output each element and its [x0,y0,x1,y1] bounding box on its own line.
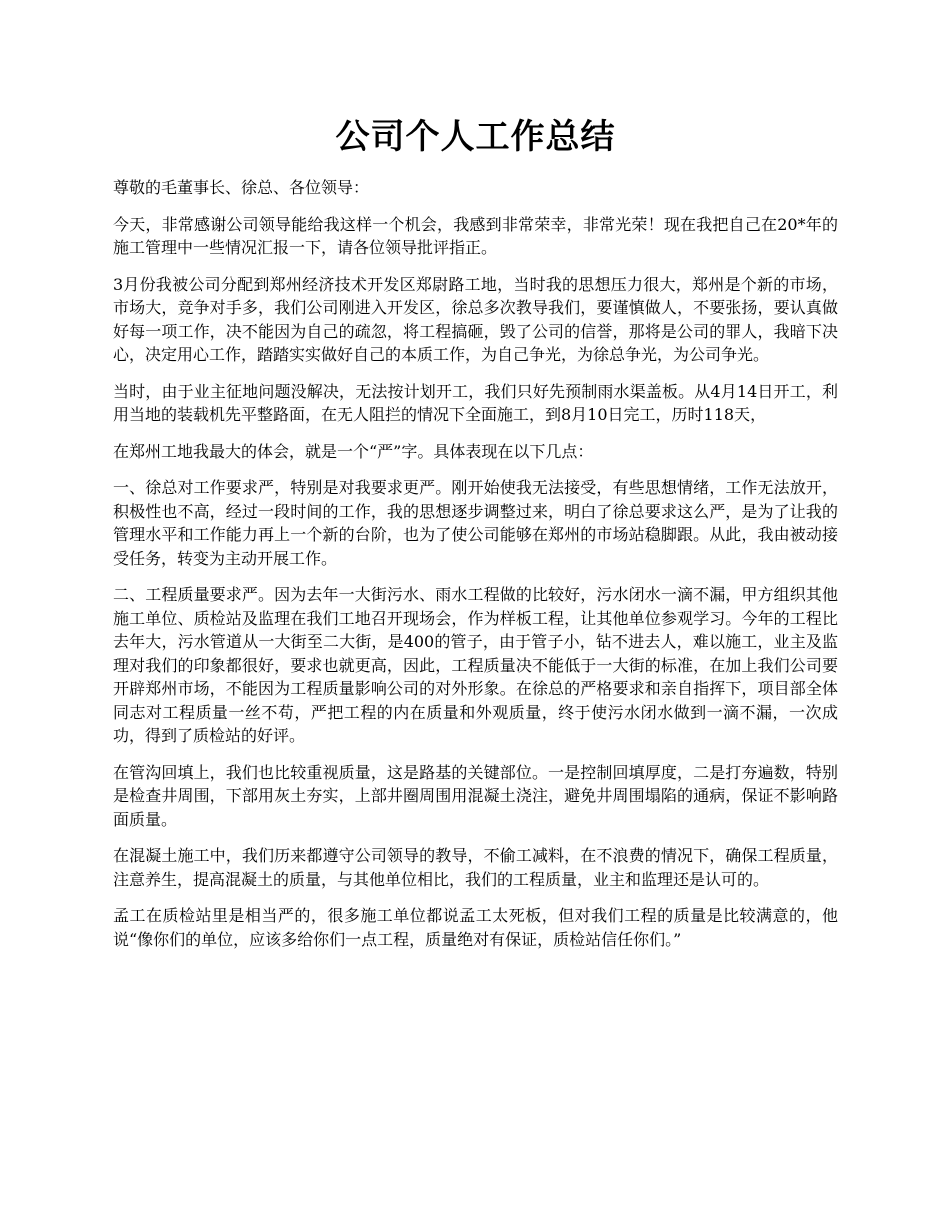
paragraph-point-one: 一、徐总对工作要求严，特别是对我要求更严。刚开始使我无法接受，有些思想情绪，工作无法放开，积极性也不高，经过一段时间的工作，我的思想逐步调整过来，明白了徐总要求这么严，是为了让我的管理水平和工作能力再上一个新的台阶，也为了使公司能够在郑州的市场站稳脚跟。从此，我由被动接受任务，转变为主动开展工作。 [113,478,838,568]
paragraph-inspection: 孟工在质检站里是相当严的，很多施工单位都说孟工太死板，但对我们工程的质量是比较满意的，他说“像你们的单位，应该多给你们一点工程，质量绝对有保证，质检站信任你们。” [113,906,838,949]
document-title: 公司个人工作总结 [335,117,616,157]
paragraph-schedule: 当时，由于业主征地问题没解决，无法按计划开工，我们只好先预制雨水渠盖板。从4月14日开工，利用当地的装载机先平整路面，在无人阻拦的情况下全面施工，到8月10日完工，历时118天， [113,381,838,424]
paragraph-experience: 在郑州工地我最大的体会，就是一个“严”字。具体表现在以下几点： [113,441,594,461]
document-page [113,112,838,964]
paragraph-point-two: 二、工程质量要求严。因为去年一大街污水、雨水工程做的比较好，污水闭水一滴不漏，甲方组织其他施工单位、质检站及监理在我们工地召开现场会，作为样板工程，让其他单位参观学习。今年的工程比去年大，污水管道从一大街至二大街，是400的管子，由于管子小，钻不进去人，难以施工，业主及监理对我们的印象都很好，要求也就更高，因此，工程质量决不能低于一大街的标准，在加上我们公司要开辟郑州市场，不能因为工程质量影响公司的对外形象。在徐总的严格要求和亲自指挥下，项目部全体同志对工程质量一丝不苟，严把工程的内在质量和外观质量，终于使污水闭水做到一滴不漏，一次成功，得到了质检站的好评。 [113,585,838,745]
paragraph-concrete: 在混凝土施工中，我们历来都遵守公司领导的教导，不偷工减料，在不浪费的情况下，确保工程质量，注意养生，提高混凝土的质量，与其他单位相比，我们的工程质量，业主和监理还是认可的。 [113,846,838,889]
paragraph-intro: 今天，非常感谢公司领导能给我这样一个机会，我感到非常荣幸，非常光荣！现在我把自己在20*年的施工管理中一些情况汇报一下，请各位领导批评指正。 [113,214,838,257]
paragraph-assignment: 3月份我被公司分配到郑州经济技术开发区郑尉路工地，当时我的思想压力很大，郑州是个新的市场，市场大，竞争对手多，我们公司刚进入开发区，徐总多次教导我们，要谨慎做人，不要张扬，要认真做好每一项工作，决不能因为自己的疏忽，将工程搞砸，毁了公司的信誉，那将是公司的罪人，我暗下决心，决定用心工作，踏踏实实做好自己的本质工作，为自己争光，为徐总争光，为公司争光。 [113,274,838,364]
salutation: 尊敬的毛董事长、徐总、各位领导： [113,178,370,197]
paragraph-backfill: 在管沟回填上，我们也比较重视质量，这是路基的关键部位。一是控制回填厚度，二是打夯遍数，特别是检查井周围，下部用灰土夯实，上部井圈周围用混凝土浇注，避免井周围塌陷的通病，保证不影响路面质量。 [113,762,838,829]
